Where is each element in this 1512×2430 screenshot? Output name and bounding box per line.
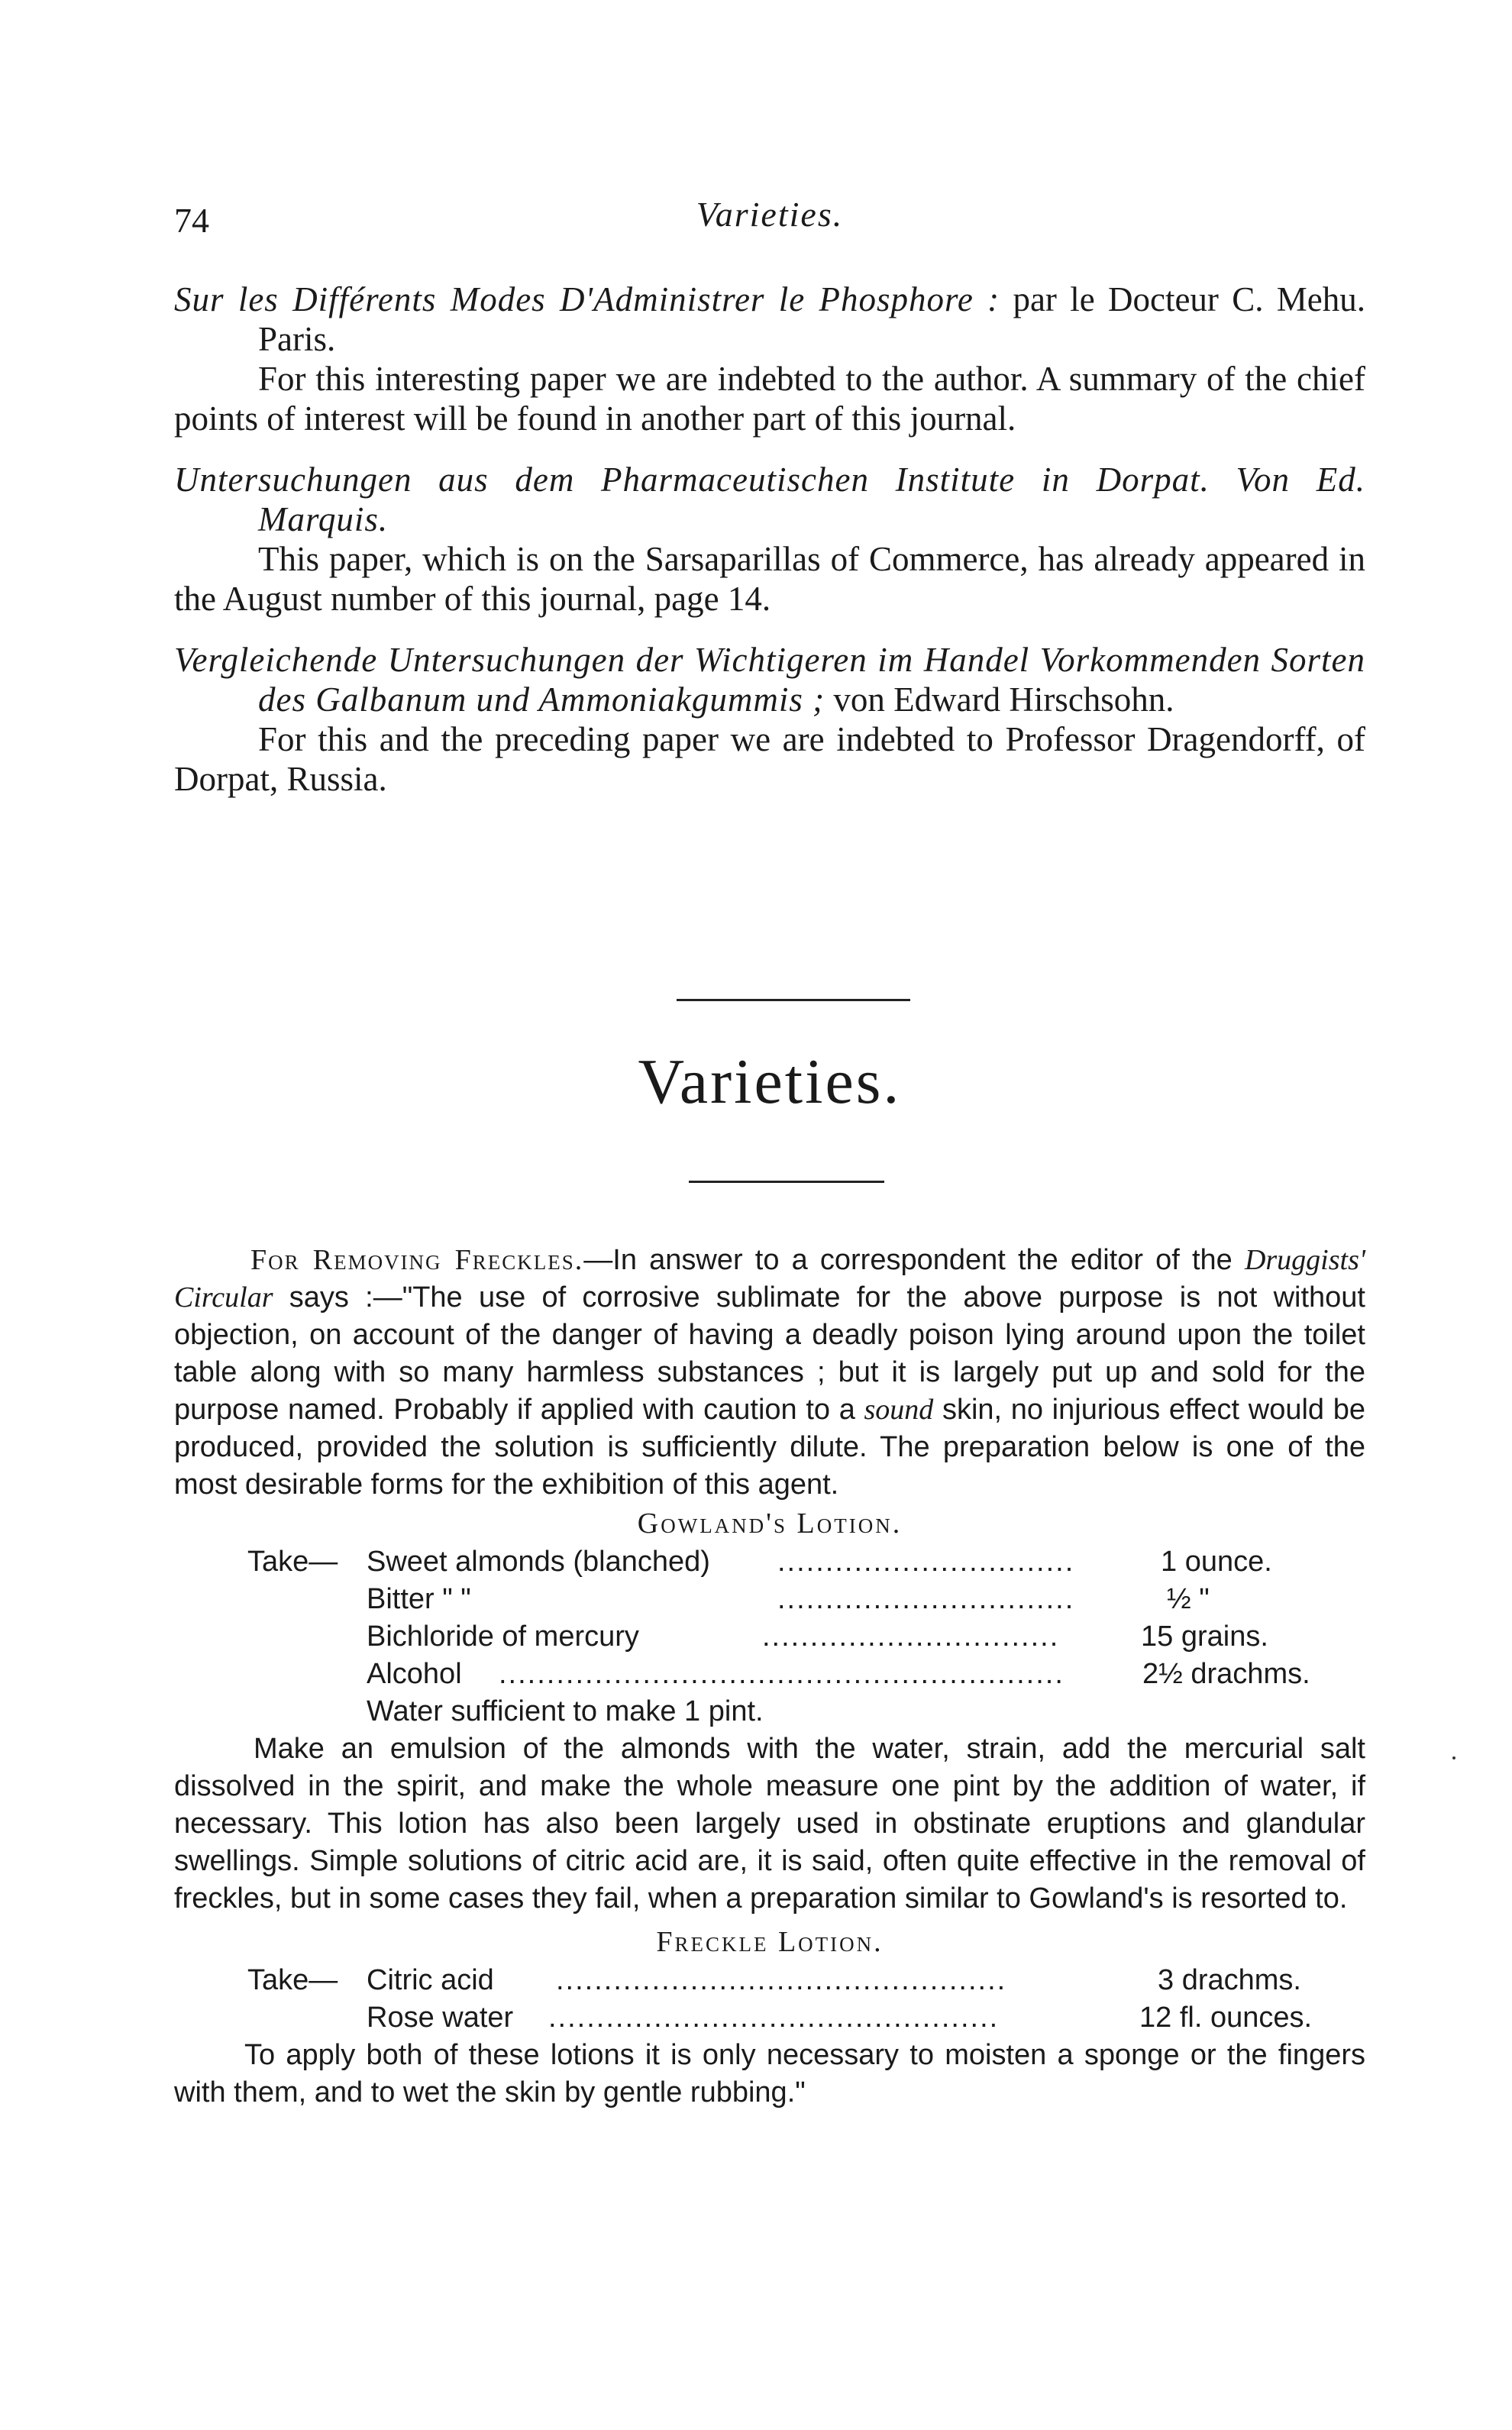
page-header xyxy=(174,195,1365,246)
recipe-amount: 15 grains. xyxy=(1141,1621,1268,1653)
leader-dots: ........................................................... xyxy=(499,1658,1065,1690)
recipe-amount: 12 fl. ounces. xyxy=(1139,2002,1313,2034)
leader-dots: ............................... xyxy=(777,1546,1075,1578)
recipe-ingredient: Bitter " " xyxy=(367,1583,471,1615)
recipe-ingredient: Alcohol xyxy=(367,1658,462,1690)
recipe-line xyxy=(174,1543,1365,1581)
recipe-ingredient: Sweet almonds (blanched) xyxy=(367,1546,710,1578)
running-head: Varieties. xyxy=(696,195,844,234)
review-entry xyxy=(174,280,1365,438)
recipe-freckle xyxy=(174,1962,1365,2037)
section-rule-top xyxy=(677,999,910,1001)
recipe-title: Freckle Lotion. xyxy=(656,1926,884,1958)
recipe-water-line: Water sufficient to make 1 pint. xyxy=(367,1695,764,1727)
recipe-line xyxy=(174,1999,1365,2037)
article-intro-part: —In answer to a correspondent the editor of the xyxy=(583,1244,1245,1276)
print-speck xyxy=(1452,1756,1455,1759)
leader-dots: ............................................... xyxy=(556,1964,1007,1996)
article-intro xyxy=(174,1242,1365,1504)
recipe-ingredient: Rose water xyxy=(367,2002,514,2034)
recipe-line xyxy=(174,1618,1365,1656)
review-entry xyxy=(174,460,1365,619)
recipe-amount: ½ " xyxy=(1167,1583,1210,1615)
leader-dots: ............................................... xyxy=(548,2002,1000,2034)
recipe-take: Take— xyxy=(247,1546,338,1578)
recipe-amount: 2½ drachms. xyxy=(1142,1658,1310,1690)
review-entry xyxy=(174,640,1365,799)
review-citation xyxy=(174,640,1365,719)
review-title: Vergleichende Untersuchungen der Wichtigeren im Handel Vorkommenden Sorten des Galbanum und Ammoniakgummis ; xyxy=(174,641,1365,719)
leader-dots: ............................... xyxy=(777,1583,1075,1615)
recipe-take: Take— xyxy=(247,1964,338,1996)
page-number: 74 xyxy=(174,201,209,240)
leader-dots: ............................... xyxy=(762,1621,1060,1653)
recipe-ingredient: Bichloride of mercury xyxy=(367,1621,639,1653)
article-emphasis: sound xyxy=(864,1394,934,1426)
recipe-line xyxy=(174,1581,1365,1618)
review-body: This paper, which is on the Sarsaparillas of Commerce, has already appeared in the August number of this journal, page 14. xyxy=(174,540,1365,618)
recipe-line xyxy=(174,1962,1365,1999)
recipe-gowland xyxy=(174,1543,1365,1730)
review-title: Untersuchungen aus dem Pharmaceutischen Institute in Dorpat. Von Ed. Marquis. xyxy=(174,460,1365,538)
recipe-ingredient: Citric acid xyxy=(367,1964,494,1996)
recipe-line xyxy=(174,1693,1365,1730)
review-author: von Edward Hirschsohn. xyxy=(833,680,1174,719)
article-closing: To apply both of these lotions it is only necessary to moisten a sponge or the fingers with them, and to wet the skin by gentle rubbing." xyxy=(174,2039,1365,2108)
varieties-article xyxy=(174,1242,1365,2112)
review-citation xyxy=(174,280,1365,359)
section-rule-bottom xyxy=(689,1181,884,1183)
article-source: Druggists' Circular xyxy=(174,1244,1365,1314)
review-citation xyxy=(174,460,1365,539)
section-title: Varieties. xyxy=(638,1046,902,1117)
review-body: For this and the preceding paper we are indebted to Professor Dragendorff, of Dorpat, Russia. xyxy=(174,720,1365,798)
article-middle: Make an emulsion of the almonds with the water, strain, add the mercurial salt dissolved in the spirit, and make the whole measure one pint by the addition of water, if necessary. This lotion has also been largely used in obstinate eruptions and glandular swellings. Simple solutions of citric acid are, it is said, often quite effective in the removal of freckles, but in some cases they fail, when a preparation similar to Gowland's is resorted to. xyxy=(174,1733,1365,1915)
review-notices xyxy=(174,280,1365,799)
review-author: par le Docteur C. Mehu. Paris. xyxy=(258,280,1366,358)
recipe-amount: 1 ounce. xyxy=(1161,1546,1272,1578)
article-intro-part: skin, no injurious effect would be produced, provided the solution is sufficiently dilute. The preparation below is one of the most desirable forms for the exhibition of this agent. xyxy=(174,1394,1365,1501)
review-body: For this interesting paper we are indebted to the author. A summary of the chief points of interest will be found in another part of this journal. xyxy=(174,360,1365,438)
review-title: Sur les Différents Modes D'Administrer le Phosphore : xyxy=(174,280,1000,318)
article-heading: For Removing Freckles. xyxy=(250,1244,584,1276)
recipe-title: Gowland's Lotion. xyxy=(637,1507,903,1540)
recipe-line xyxy=(174,1656,1365,1693)
recipe-amount: 3 drachms. xyxy=(1158,1964,1301,1996)
article-intro-part: says :—"The use of corrosive sublimate for the above purpose is not without objection, on account of the danger of having a deadly poison lying around upon the toilet table along with so many harmless substances ; but it is largely put up and sold for the purpose named. Probably if applied with caution to a xyxy=(174,1281,1365,1426)
